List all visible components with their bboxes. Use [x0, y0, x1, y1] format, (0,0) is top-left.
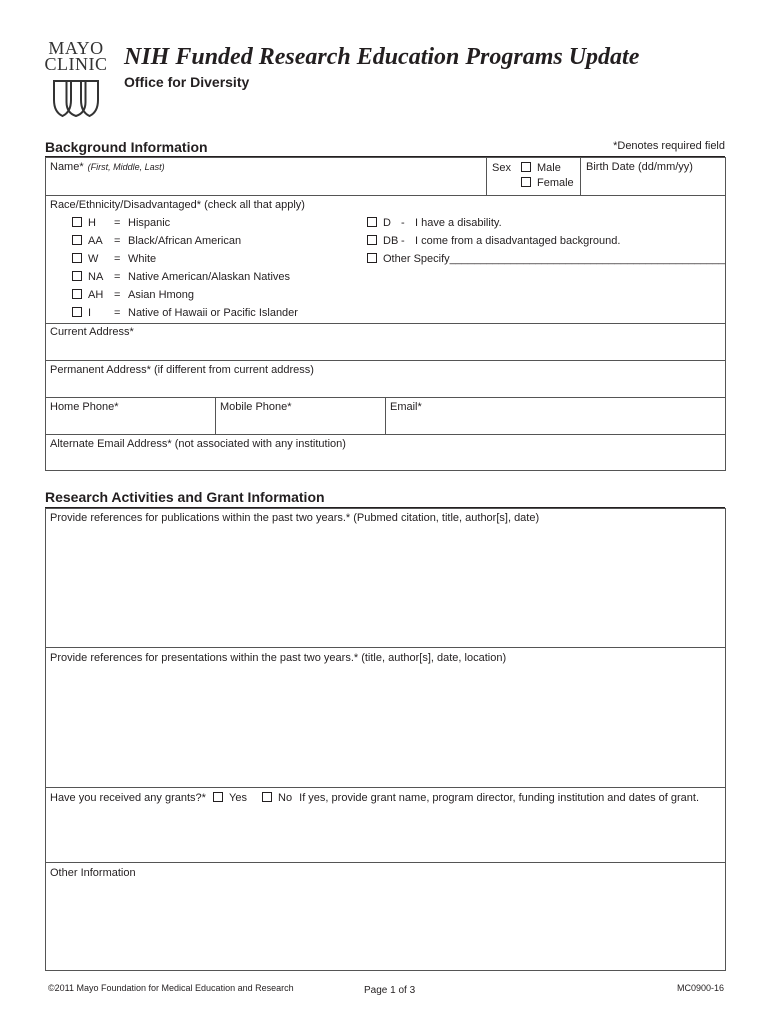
- female-label: Female: [537, 177, 574, 189]
- other-checkbox[interactable]: [367, 253, 377, 263]
- race-option-na[interactable]: NA = Native American/Alaskan Natives: [72, 271, 290, 283]
- logo-line-1: MAYO: [48, 38, 104, 58]
- yes-checkbox[interactable]: [213, 792, 223, 802]
- home-phone-field[interactable]: Home Phone*: [50, 401, 119, 413]
- disadvantaged-checkbox[interactable]: [367, 235, 377, 245]
- race-checkbox[interactable]: [72, 289, 82, 299]
- background-section-title: Background Information: [45, 139, 208, 155]
- yes-label: Yes: [229, 792, 247, 804]
- race-code: NA: [88, 271, 104, 283]
- alternate-email-field[interactable]: Alternate Email Address* (not associated with any institution): [50, 438, 346, 450]
- other-specify-field[interactable]: Specify_____________________________________________: [413, 253, 725, 265]
- shield-icon: [51, 78, 101, 118]
- option-text: I have a disability.: [415, 217, 502, 229]
- male-checkbox[interactable]: [521, 162, 531, 172]
- birth-date-field[interactable]: Birth Date (dd/mm/yy): [586, 161, 693, 173]
- divider: [486, 157, 487, 195]
- page-number: Page 1 of 3: [364, 985, 416, 996]
- option-code: DB: [383, 235, 399, 247]
- race-code: AA: [88, 235, 103, 247]
- publications-field[interactable]: Provide references for publications within the past two years.* (Pubmed citation, title, author[s], date): [50, 512, 540, 524]
- page-subtitle: Office for Diversity: [124, 74, 250, 90]
- female-checkbox[interactable]: [521, 177, 531, 187]
- divider: [45, 360, 726, 361]
- name-field[interactable]: [50, 161, 165, 173]
- option-disability[interactable]: D - I have a disability.: [367, 217, 502, 229]
- race-text: Black/African American: [128, 235, 242, 247]
- race-option-ah[interactable]: AH = Asian Hmong: [72, 289, 194, 301]
- option-code: D: [383, 217, 391, 229]
- race-option-aa[interactable]: AA = Black/African American: [72, 235, 241, 247]
- research-section-title: Research Activities and Grant Information: [45, 489, 325, 505]
- race-checkbox[interactable]: [72, 217, 82, 227]
- race-text: Asian Hmong: [128, 289, 195, 301]
- grants-question: [50, 792, 699, 804]
- form-code: MC0900-16: [677, 983, 725, 993]
- race-checkbox[interactable]: [72, 235, 82, 245]
- name-hint: (First, Middle, Last): [87, 162, 165, 172]
- page-title: NIH Funded Research Education Programs Update: [124, 44, 640, 70]
- option-other[interactable]: [367, 253, 725, 265]
- race-option-h[interactable]: H = Hispanic: [72, 217, 170, 229]
- divider: [45, 787, 726, 788]
- race-code: H: [88, 217, 96, 229]
- race-code: AH: [88, 289, 104, 301]
- sex-label: Sex: [492, 162, 511, 174]
- grants-no-option[interactable]: [262, 792, 292, 804]
- race-ethnicity-label: Race/Ethnicity/Disadvantaged* (check all that apply): [50, 199, 305, 211]
- current-address-field[interactable]: Current Address*: [50, 326, 134, 338]
- disability-checkbox[interactable]: [367, 217, 377, 227]
- race-option-w[interactable]: W = White: [72, 253, 156, 265]
- email-field[interactable]: Email*: [390, 401, 422, 413]
- mayo-clinic-logo: [40, 40, 112, 118]
- divider: [385, 397, 386, 434]
- logo-line-2: CLINIC: [44, 54, 108, 74]
- required-field-note: *Denotes required field: [613, 140, 725, 152]
- grants-label: Have you received any grants?*: [50, 792, 206, 804]
- name-label: Name*: [50, 161, 84, 173]
- presentations-field[interactable]: Provide references for presentations within the past two years.* (title, author[s], date, location): [50, 652, 507, 664]
- divider: [45, 862, 726, 863]
- option-disadvantaged[interactable]: DB - I come from a disadvantaged background.: [367, 235, 620, 247]
- mobile-phone-field[interactable]: Mobile Phone*: [220, 401, 292, 413]
- male-label: Male: [537, 162, 561, 174]
- race-checkbox[interactable]: [72, 253, 82, 263]
- female-option[interactable]: [521, 177, 574, 189]
- race-checkbox[interactable]: [72, 307, 82, 317]
- no-label: No: [278, 792, 293, 804]
- option-text: I come from a disadvantaged background.: [415, 235, 621, 247]
- race-option-i[interactable]: I = Native of Hawaii or Pacific Islander: [72, 307, 298, 319]
- divider: [45, 434, 726, 435]
- permanent-address-field[interactable]: Permanent Address* (if different from current address): [50, 364, 314, 376]
- copyright-text: ©2011 Mayo Foundation for Medical Education and Research: [48, 983, 294, 993]
- divider: [580, 157, 581, 195]
- race-code: W: [88, 253, 99, 265]
- no-checkbox[interactable]: [262, 792, 272, 802]
- divider: [45, 323, 726, 324]
- race-text: Native of Hawaii or Pacific Islander: [128, 307, 298, 319]
- male-option[interactable]: [521, 162, 561, 174]
- race-text: White: [128, 253, 157, 265]
- other-information-field[interactable]: Other Information: [50, 867, 136, 879]
- divider: [215, 397, 216, 434]
- race-code: I: [88, 307, 92, 319]
- divider: [45, 647, 726, 648]
- race-checkbox[interactable]: [72, 271, 82, 281]
- grants-yes-option[interactable]: [213, 792, 247, 804]
- option-code: Other: [383, 253, 411, 265]
- race-text: Native American/Alaskan Natives: [128, 271, 291, 283]
- research-form-box: [45, 508, 726, 971]
- divider: [45, 195, 726, 196]
- race-text: Hispanic: [128, 217, 171, 229]
- grants-followup: If yes, provide grant name, program director, funding institution and dates of grant.: [299, 792, 700, 804]
